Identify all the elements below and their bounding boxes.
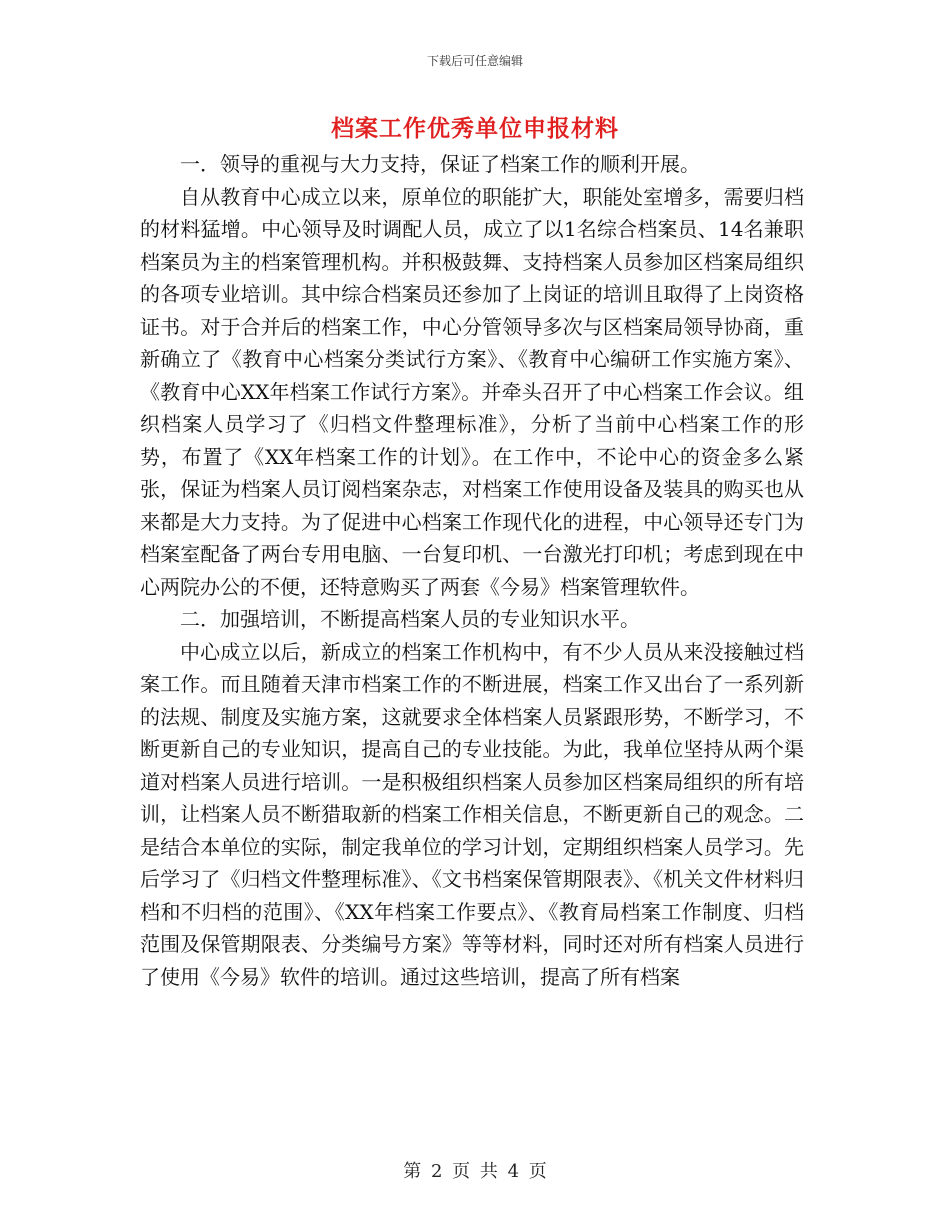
paragraph-leadership: 自从教育中心成立以来，原单位的职能扩大，职能处室增多，需要归档的材料猛增。中心领导及时调配人员，成立了以1名综合档案员、14名兼职档案员为主的档案管理机构。并积极鼓舞、支持档案人员参加区档案局组织的各项专业培训。其中综合档案员还参加了上岗证的培训且取得了上岗资格证书。对于合并后的档案工作，中心分管领导多次与区档案局领导协商，重新确立了《教育中心档案分类试行方案》、《教育中心编研工作实施方案》、《教育中心XX年档案工作试行方案》。并牵头召开了中心档案工作会议。组织档案人员学习了《归档文件整理标准》，分析了当前中心档案工作的形势，布置了《XX年档案工作的计划》。在工作中，不论中心的资金多么紧张，保证为档案人员订阅档案杂志，对档案工作使用设备及装具的购买也从来都是大力支持。为了促进中心档案工作现代化的进程，中心领导还专门为档案室配备了两台专用电脑、一台复印机、一台激光打印机；考虑到现在中心两院办公的不便，还特意购买了两套《今易》档案管理软件。 [140, 184, 804, 599]
section-heading-training: 二．加强培训，不断提高档案人员的专业知识水平。 [180, 607, 640, 631]
section-heading-leadership: 一．领导的重视与大力支持，保证了档案工作的顺利开展。 [180, 152, 700, 176]
page-number-footer: 第 2 页 共 4 页 [403, 1161, 547, 1182]
document-title: 档案工作优秀单位申报材料 [331, 115, 619, 142]
paragraph-training: 中心成立以后，新成立的档案工作机构中，有不少人员从来没接触过档案工作。而且随着天津市档案工作的不断进展，档案工作又出台了一系列新的法规、制度及实施方案，这就要求全体档案人员紧跟形势，不断学习，不断更新自己的专业知识，提高自己的专业技能。为此，我单位坚持从两个渠道对档案人员进行培训。一是积极组织档案人员参加区档案局组织的所有培训，让档案人员不断猎取新的档案工作相关信息，不断更新自己的观念。二是结合本单位的实际，制定我单位的学习计划，定期组织档案人员学习。先后学习了《归档文件整理标准》、《文书档案保管期限表》、《机关文件材料归档和不归档的范围》、《XX年档案工作要点》、《教育局档案工作制度、归档范围及保管期限表、分类编号方案》等等材料，同时还对所有档案人员进行了使用《今易》软件的培训。通过这些培训，提高了所有档案 [140, 639, 804, 989]
document-body [140, 148, 804, 993]
page-header-note: 下载后可任意编辑 [426, 54, 523, 68]
